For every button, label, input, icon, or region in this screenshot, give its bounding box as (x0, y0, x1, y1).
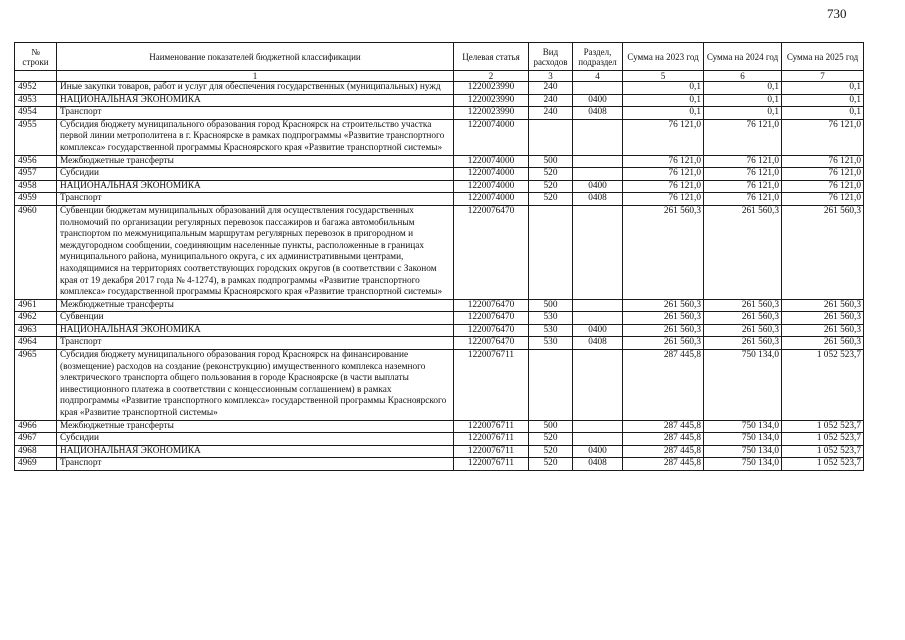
cell-sum-2024: 261 560,3 (704, 337, 782, 350)
cell-row-no: 4955 (15, 119, 57, 155)
cell-sum-2024: 750 134,0 (704, 350, 782, 421)
cell-sum-2024: 261 560,3 (704, 299, 782, 312)
cell-target: 1220023990 (454, 82, 529, 95)
cell-target: 1220074000 (454, 119, 529, 155)
cell-sum-2023: 0,1 (623, 82, 704, 95)
table-row (15, 180, 864, 193)
cell-target: 1220076470 (454, 337, 529, 350)
cell-type: 500 (529, 299, 573, 312)
col-number: 3 (529, 71, 573, 82)
col-number: 2 (454, 71, 529, 82)
cell-name: НАЦИОНАЛЬНАЯ ЭКОНОМИКА (57, 94, 454, 107)
table-row (15, 433, 864, 446)
cell-sum-2024: 261 560,3 (704, 205, 782, 299)
cell-sum-2023: 76 121,0 (623, 180, 704, 193)
cell-name: Субсидии (57, 433, 454, 446)
cell-section: 0408 (573, 337, 623, 350)
header-target: Целевая статья (454, 43, 529, 71)
cell-type: 530 (529, 312, 573, 325)
cell-sum-2025: 76 121,0 (782, 180, 864, 193)
cell-section (573, 433, 623, 446)
cell-row-no: 4960 (15, 205, 57, 299)
cell-sum-2023: 76 121,0 (623, 168, 704, 181)
cell-section: 0408 (573, 107, 623, 120)
cell-sum-2025: 1 052 523,7 (782, 420, 864, 433)
cell-sum-2025: 76 121,0 (782, 168, 864, 181)
cell-name: Иные закупки товаров, работ и услуг для обеспечения государственных (муниципальных) нужд (57, 82, 454, 95)
cell-sum-2025: 261 560,3 (782, 324, 864, 337)
cell-section (573, 82, 623, 95)
cell-row-no: 4953 (15, 94, 57, 107)
cell-section (573, 168, 623, 181)
cell-sum-2024: 750 134,0 (704, 458, 782, 471)
cell-target: 1220076470 (454, 312, 529, 325)
cell-type (529, 350, 573, 421)
cell-sum-2023: 261 560,3 (623, 299, 704, 312)
cell-row-no: 4968 (15, 445, 57, 458)
cell-sum-2023: 0,1 (623, 107, 704, 120)
header-sum-2024: Сумма на 2024 год (704, 43, 782, 71)
cell-row-no: 4966 (15, 420, 57, 433)
cell-name: Субвенции (57, 312, 454, 325)
cell-sum-2023: 287 445,8 (623, 420, 704, 433)
cell-sum-2023: 0,1 (623, 94, 704, 107)
header-row (15, 43, 864, 71)
cell-section: 0400 (573, 94, 623, 107)
cell-sum-2025: 261 560,3 (782, 337, 864, 350)
cell-target: 1220076711 (454, 445, 529, 458)
cell-sum-2024: 76 121,0 (704, 193, 782, 206)
cell-type: 520 (529, 445, 573, 458)
cell-section: 0400 (573, 180, 623, 193)
table-row (15, 155, 864, 168)
col-number: 4 (573, 71, 623, 82)
header-section: Раздел, подраздел (573, 43, 623, 71)
cell-name: Субсидии (57, 168, 454, 181)
cell-row-no: 4958 (15, 180, 57, 193)
cell-sum-2024: 0,1 (704, 82, 782, 95)
cell-sum-2023: 261 560,3 (623, 205, 704, 299)
cell-target: 1220074000 (454, 168, 529, 181)
cell-section (573, 312, 623, 325)
cell-sum-2024: 76 121,0 (704, 155, 782, 168)
cell-type: 520 (529, 193, 573, 206)
table-row (15, 458, 864, 471)
cell-type: 240 (529, 94, 573, 107)
table-row (15, 337, 864, 350)
cell-sum-2023: 76 121,0 (623, 155, 704, 168)
col-number: 1 (57, 71, 454, 82)
cell-name: НАЦИОНАЛЬНАЯ ЭКОНОМИКА (57, 445, 454, 458)
header-sum-2023: Сумма на 2023 год (623, 43, 704, 71)
cell-name: Транспорт (57, 107, 454, 120)
header-sum-2025: Сумма на 2025 год (782, 43, 864, 71)
cell-sum-2024: 76 121,0 (704, 180, 782, 193)
cell-name: Субсидия бюджету муниципального образования город Красноярск на строительство участка первой линии метрополитена в г. Красноярске в рамках подпрограммы «Развитие транспортного комплекса» государственной программы Красноярского края «Развитие транспортной системы» (57, 119, 454, 155)
cell-sum-2024: 76 121,0 (704, 119, 782, 155)
cell-type: 240 (529, 107, 573, 120)
cell-section (573, 299, 623, 312)
cell-section: 0400 (573, 445, 623, 458)
cell-target: 1220023990 (454, 94, 529, 107)
cell-type: 520 (529, 458, 573, 471)
cell-sum-2025: 1 052 523,7 (782, 433, 864, 446)
cell-sum-2023: 287 445,8 (623, 458, 704, 471)
cell-type: 520 (529, 168, 573, 181)
cell-section (573, 350, 623, 421)
table-row (15, 350, 864, 421)
cell-sum-2025: 1 052 523,7 (782, 445, 864, 458)
cell-row-no: 4963 (15, 324, 57, 337)
cell-sum-2023: 287 445,8 (623, 350, 704, 421)
cell-row-no: 4965 (15, 350, 57, 421)
cell-name: Межбюджетные трансферты (57, 420, 454, 433)
cell-sum-2023: 261 560,3 (623, 312, 704, 325)
cell-target: 1220074000 (454, 180, 529, 193)
table-row (15, 193, 864, 206)
cell-name: Межбюджетные трансферты (57, 155, 454, 168)
cell-type: 530 (529, 324, 573, 337)
cell-target: 1220076711 (454, 350, 529, 421)
cell-row-no: 4957 (15, 168, 57, 181)
cell-type: 520 (529, 180, 573, 193)
column-number-row (15, 71, 864, 82)
table-row (15, 324, 864, 337)
cell-sum-2024: 750 134,0 (704, 420, 782, 433)
table-row (15, 94, 864, 107)
cell-sum-2023: 76 121,0 (623, 119, 704, 155)
cell-sum-2025: 76 121,0 (782, 193, 864, 206)
cell-section (573, 420, 623, 433)
cell-target: 1220076470 (454, 205, 529, 299)
col-number: 6 (704, 71, 782, 82)
cell-sum-2023: 287 445,8 (623, 433, 704, 446)
cell-sum-2024: 261 560,3 (704, 324, 782, 337)
cell-target: 1220076470 (454, 324, 529, 337)
table-row (15, 82, 864, 95)
budget-table (14, 42, 864, 471)
cell-name: Субсидия бюджету муниципального образования город Красноярск на финансирование (возмещение) расходов на создание (реконструкцию) имущественного комплекса наземного электрического транспорта общего пользования в городе Красноярске (в части выплаты инвестиционного платежа в соответствии с концессионным соглашением) в рамках подпрограммы «Развитие транспортного комплекса» государственной программы Красноярского края «Развитие транспортной системы» (57, 350, 454, 421)
cell-name: НАЦИОНАЛЬНАЯ ЭКОНОМИКА (57, 180, 454, 193)
cell-target: 1220076470 (454, 299, 529, 312)
cell-sum-2024: 750 134,0 (704, 445, 782, 458)
cell-sum-2025: 76 121,0 (782, 119, 864, 155)
cell-type: 530 (529, 337, 573, 350)
cell-type (529, 205, 573, 299)
cell-target: 1220076711 (454, 420, 529, 433)
header-name: Наименование показателей бюджетной классификации (57, 43, 454, 71)
header-type: Вид расходов (529, 43, 573, 71)
cell-type: 500 (529, 420, 573, 433)
col-number: 5 (623, 71, 704, 82)
cell-name: Транспорт (57, 337, 454, 350)
cell-section: 0408 (573, 193, 623, 206)
cell-sum-2025: 0,1 (782, 94, 864, 107)
cell-sum-2025: 1 052 523,7 (782, 350, 864, 421)
cell-row-no: 4964 (15, 337, 57, 350)
cell-name: Транспорт (57, 458, 454, 471)
cell-type (529, 119, 573, 155)
cell-section (573, 119, 623, 155)
cell-row-no: 4969 (15, 458, 57, 471)
table-row (15, 205, 864, 299)
table-row (15, 312, 864, 325)
table-row (15, 299, 864, 312)
cell-sum-2023: 76 121,0 (623, 193, 704, 206)
cell-row-no: 4959 (15, 193, 57, 206)
cell-sum-2025: 0,1 (782, 82, 864, 95)
cell-row-no: 4967 (15, 433, 57, 446)
cell-target: 1220023990 (454, 107, 529, 120)
col-number (15, 71, 57, 82)
cell-sum-2024: 0,1 (704, 107, 782, 120)
cell-name: Субвенции бюджетам муниципальных образований для осуществления государственных полномочий по организации регулярных перевозок пассажиров и багажа автомобильным транспортом по межмуниципальным маршрутам регулярных перевозок в пригородном и междугородном сообщении, соединяющим населенные пункты, расположенные в границах муниципального района, муниципального округа, с их административными центрами, находящимися на территориях соответствующих городских округов (в соответствии с Законом края от 19 декабря 2017 года № 4-1274), в рамках подпрограммы «Развитие транспортного комплекса» государственной программы Красноярского края «Развитие транспортной системы» (57, 205, 454, 299)
col-number: 7 (782, 71, 864, 82)
cell-section: 0408 (573, 458, 623, 471)
header-row-no: № строки (15, 43, 57, 71)
cell-target: 1220076711 (454, 458, 529, 471)
table-row (15, 168, 864, 181)
table-row (15, 445, 864, 458)
page-number: 730 (827, 6, 847, 21)
cell-section (573, 205, 623, 299)
cell-name: Межбюджетные трансферты (57, 299, 454, 312)
cell-name: Транспорт (57, 193, 454, 206)
cell-sum-2024: 0,1 (704, 94, 782, 107)
cell-row-no: 4954 (15, 107, 57, 120)
cell-type: 240 (529, 82, 573, 95)
cell-name: НАЦИОНАЛЬНАЯ ЭКОНОМИКА (57, 324, 454, 337)
cell-row-no: 4956 (15, 155, 57, 168)
cell-target: 1220074000 (454, 193, 529, 206)
cell-sum-2024: 750 134,0 (704, 433, 782, 446)
table-row (15, 119, 864, 155)
cell-sum-2025: 0,1 (782, 107, 864, 120)
cell-row-no: 4952 (15, 82, 57, 95)
cell-sum-2025: 261 560,3 (782, 205, 864, 299)
table-row (15, 420, 864, 433)
cell-type: 500 (529, 155, 573, 168)
cell-target: 1220074000 (454, 155, 529, 168)
cell-section: 0400 (573, 324, 623, 337)
cell-sum-2025: 261 560,3 (782, 299, 864, 312)
cell-sum-2023: 261 560,3 (623, 324, 704, 337)
cell-type: 520 (529, 433, 573, 446)
table-row (15, 107, 864, 120)
cell-sum-2024: 76 121,0 (704, 168, 782, 181)
cell-row-no: 4961 (15, 299, 57, 312)
cell-sum-2023: 261 560,3 (623, 337, 704, 350)
cell-sum-2024: 261 560,3 (704, 312, 782, 325)
cell-sum-2023: 287 445,8 (623, 445, 704, 458)
cell-section (573, 155, 623, 168)
cell-sum-2025: 261 560,3 (782, 312, 864, 325)
cell-sum-2025: 76 121,0 (782, 155, 864, 168)
cell-sum-2025: 1 052 523,7 (782, 458, 864, 471)
cell-row-no: 4962 (15, 312, 57, 325)
cell-target: 1220076711 (454, 433, 529, 446)
